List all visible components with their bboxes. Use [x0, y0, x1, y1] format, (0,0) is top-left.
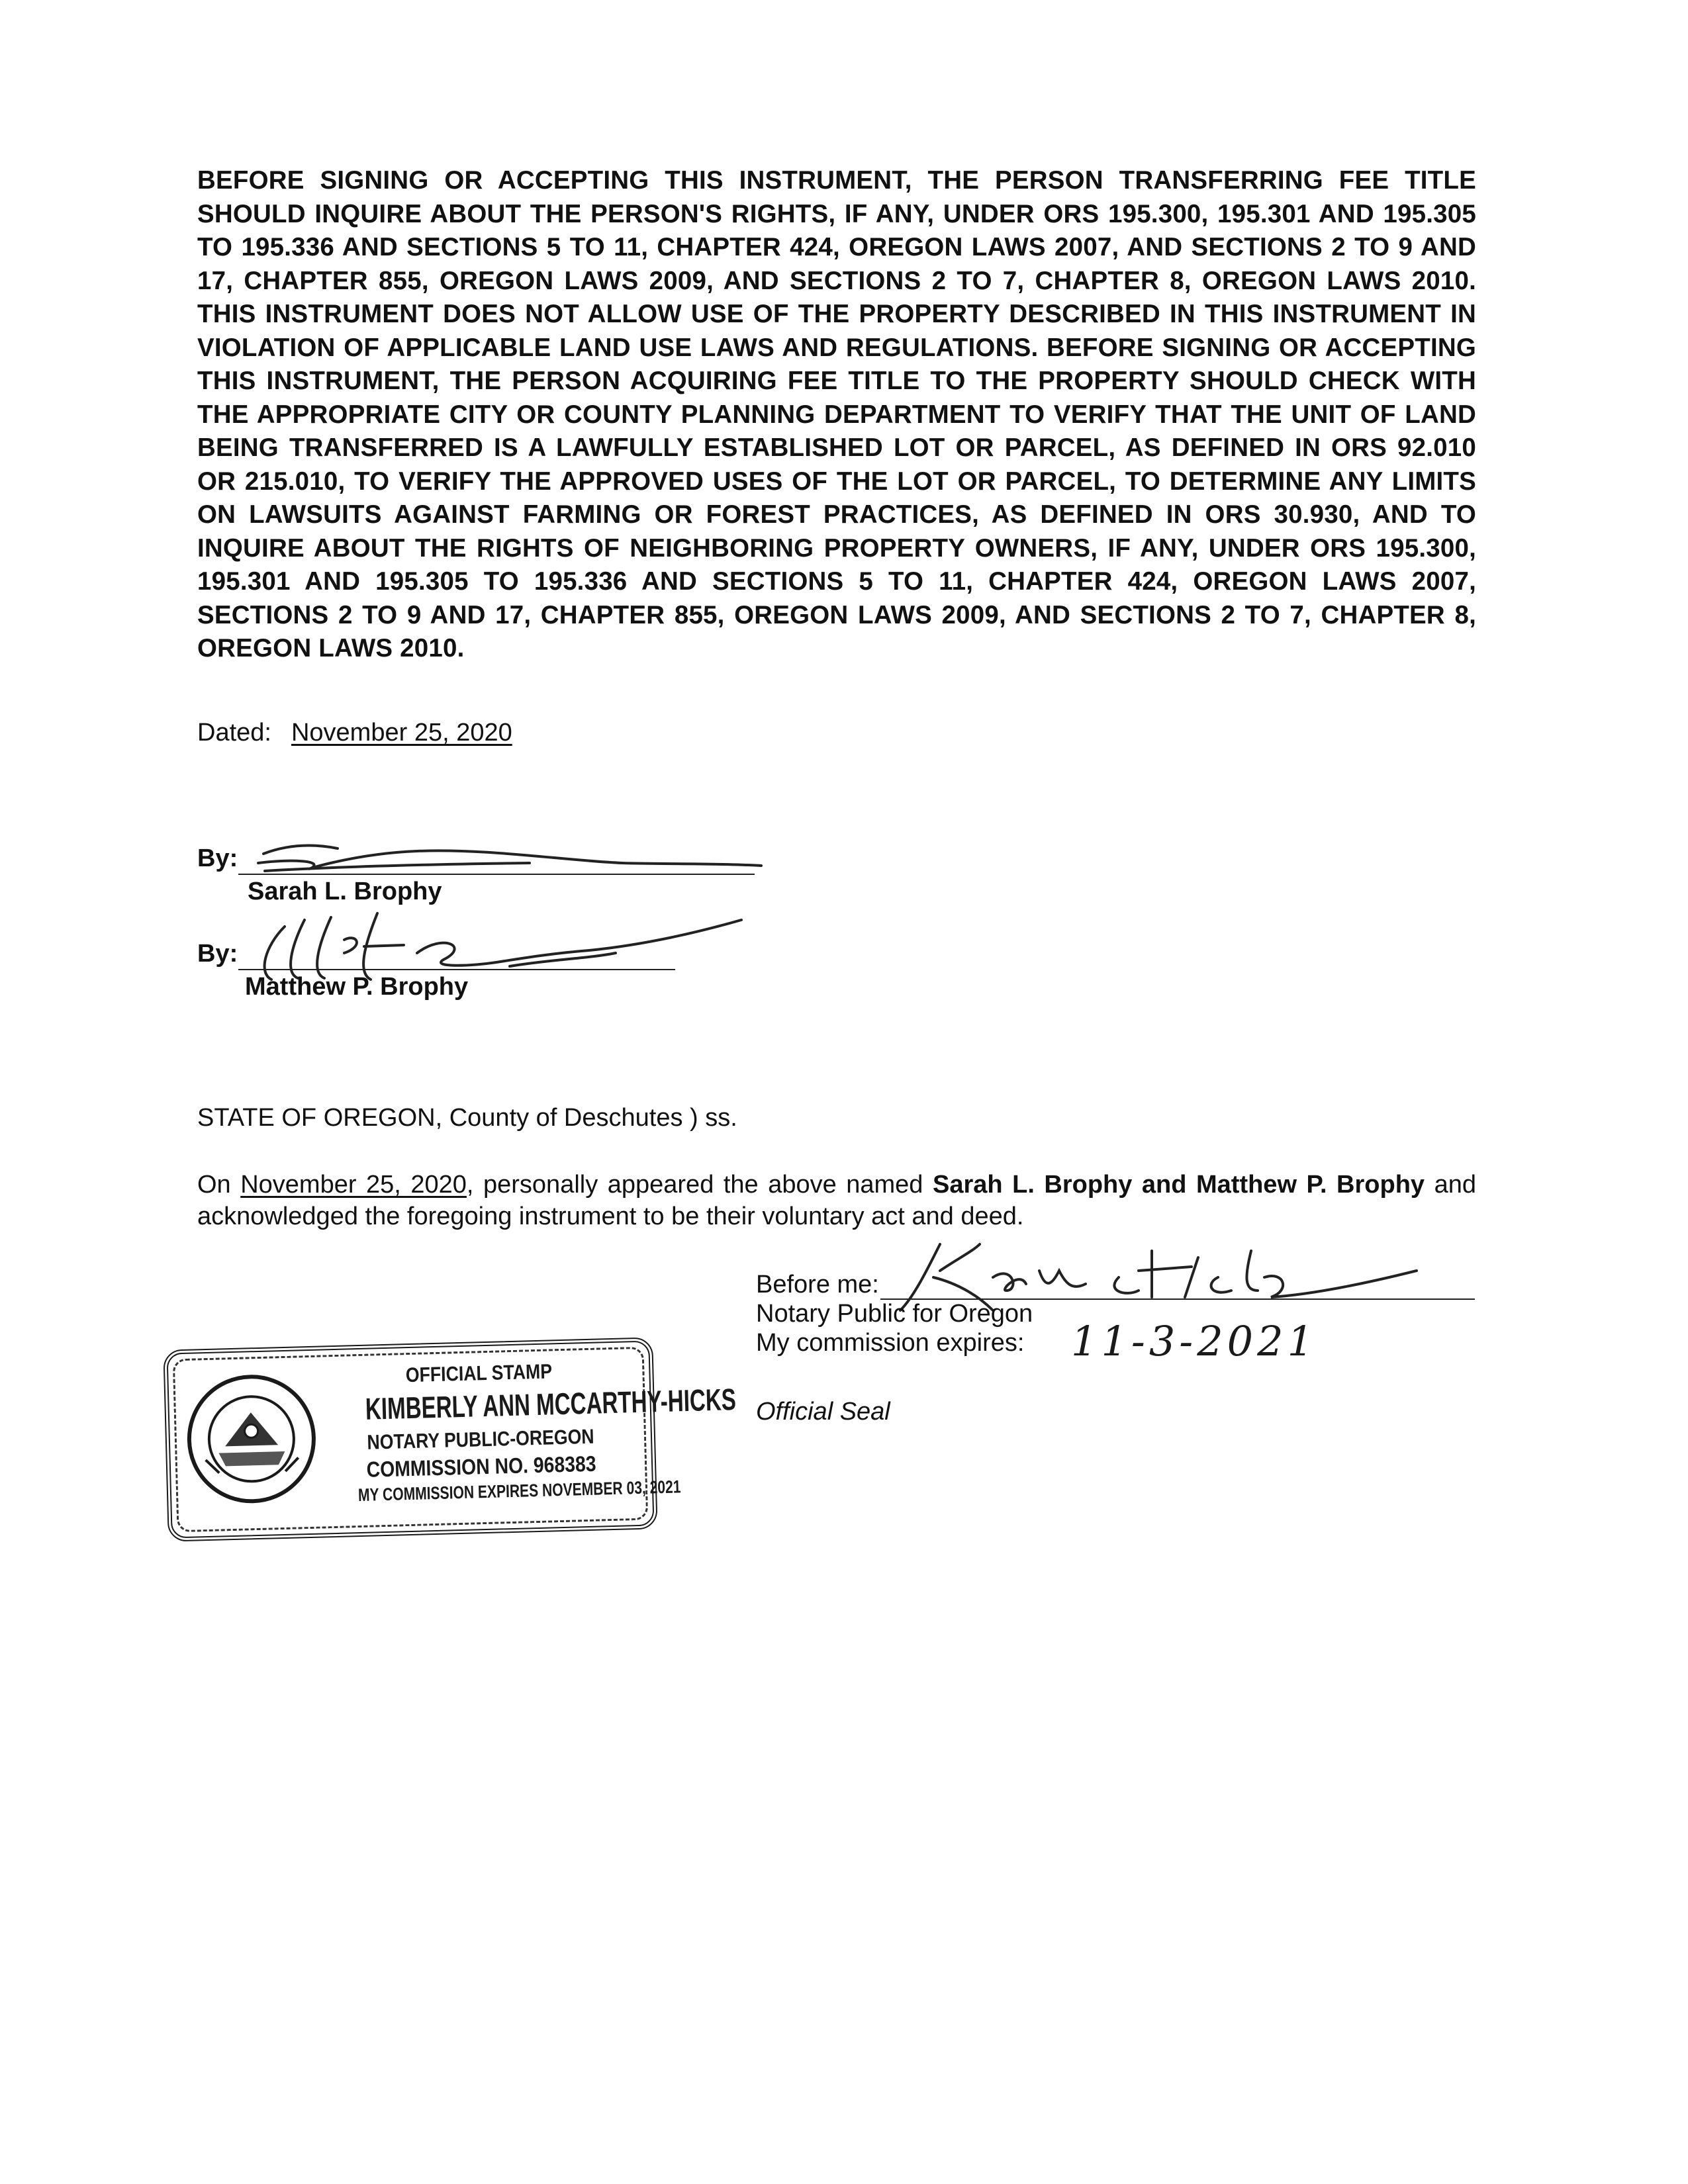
- ack-prefix: On: [197, 1171, 241, 1199]
- notary-stamp: [163, 1337, 737, 1541]
- ack-date: November 25, 2020: [240, 1171, 467, 1199]
- stamp-expiration: MY COMMISSION EXPIRES NOVEMBER 03, 2021: [357, 1477, 681, 1506]
- stamp-commission-number: COMMISSION NO. 968383: [366, 1451, 597, 1482]
- ack-suffix: and acknowledged the foregoing instrument to be their voluntary act and deed.: [197, 1171, 1476, 1230]
- official-seal-label: Official Seal: [756, 1398, 890, 1426]
- dated-value: November 25, 2020: [291, 719, 512, 747]
- venue-line: STATE OF OREGON, County of Deschutes ) ss.: [197, 1104, 737, 1132]
- by-label-1: By:: [197, 844, 238, 872]
- dated-label: Dated:: [197, 719, 271, 747]
- by-label-2: By:: [197, 940, 238, 968]
- stamp-title: OFFICIAL STAMP: [405, 1359, 553, 1387]
- signer-name-1: Sarah L. Brophy: [248, 878, 442, 905]
- notary-public-label: Notary Public for Oregon: [756, 1300, 1033, 1328]
- commission-expires-label: My commission expires:: [756, 1329, 1025, 1357]
- acknowledgment-paragraph: [197, 1169, 1476, 1232]
- oregon-state-seal-icon: [183, 1371, 319, 1507]
- ack-names: Sarah L. Brophy and Matthew P. Brophy: [932, 1171, 1425, 1199]
- statutory-notice: BEFORE SIGNING OR ACCEPTING THIS INSTRUMENT, THE PERSON TRANSFERRING FEE TITLE SHOULD INQUIRE ABOUT THE PERSON'S RIGHTS, IF ANY, UNDER ORS 195.300, 195.301 AND 195.305 TO 195.336 AND SECTIONS 5 TO 11, CHAPTER 424, OREGON LAWS 2007, AND SECTIONS 2 TO 9 AND 17, CHAPTER 855, OREGON LAWS 2009, AND SECTIONS 2 TO 7, CHAPTER 8, OREGON LAWS 2010. THIS INSTRUMENT DOES NOT ALLOW USE OF THE PROPERTY DESCRIBED IN THIS INSTRUMENT IN VIOLATION OF APPLICABLE LAND USE LAWS AND REGULATIONS. BEFORE SIGNING OR ACCEPTING THIS INSTRUMENT, THE PERSON ACQUIRING FEE TITLE TO THE PROPERTY SHOULD CHECK WITH THE APPROPRIATE CITY OR COUNTY PLANNING DEPARTMENT TO VERIFY THAT THE UNIT OF LAND BEING TRANSFERRED IS A LAWFULLY ESTABLISHED LOT OR PARCEL, AS DEFINED IN ORS 92.010 OR 215.010, TO VERIFY THE APPROVED USES OF THE LOT OR PARCEL, TO DETERMINE ANY LIMITS ON LAWSUITS AGAINST FARMING OR FOREST PRACTICES, AS DEFINED IN ORS 30.930, AND TO INQUIRE ABOUT THE RIGHTS OF NEIGHBORING PROPERTY OWNERS, IF ANY, UNDER ORS 195.300, 195.301 AND 195.305 TO 195.336 AND SECTIONS 5 TO 11, CHAPTER 424, OREGON LAWS 2007, SECTIONS 2 TO 9 AND 17, CHAPTER 855, OREGON LAWS 2009, AND SECTIONS 2 TO 7, CHAPTER 8, OREGON LAWS 2010.: [197, 166, 1476, 662]
- before-me-label: Before me:: [756, 1271, 879, 1298]
- dated-line: [197, 719, 512, 747]
- signer-name-2: Matthew P. Brophy: [245, 973, 469, 1001]
- commission-expires-handwritten: 11-3-2021: [1071, 1317, 1318, 1365]
- ack-middle: , personally appeared the above named: [466, 1171, 933, 1199]
- stamp-role: NOTARY PUBLIC-OREGON: [367, 1424, 594, 1454]
- stamp-notary-name: KIMBERLY ANN MCCARTHY-HICKS: [365, 1382, 737, 1426]
